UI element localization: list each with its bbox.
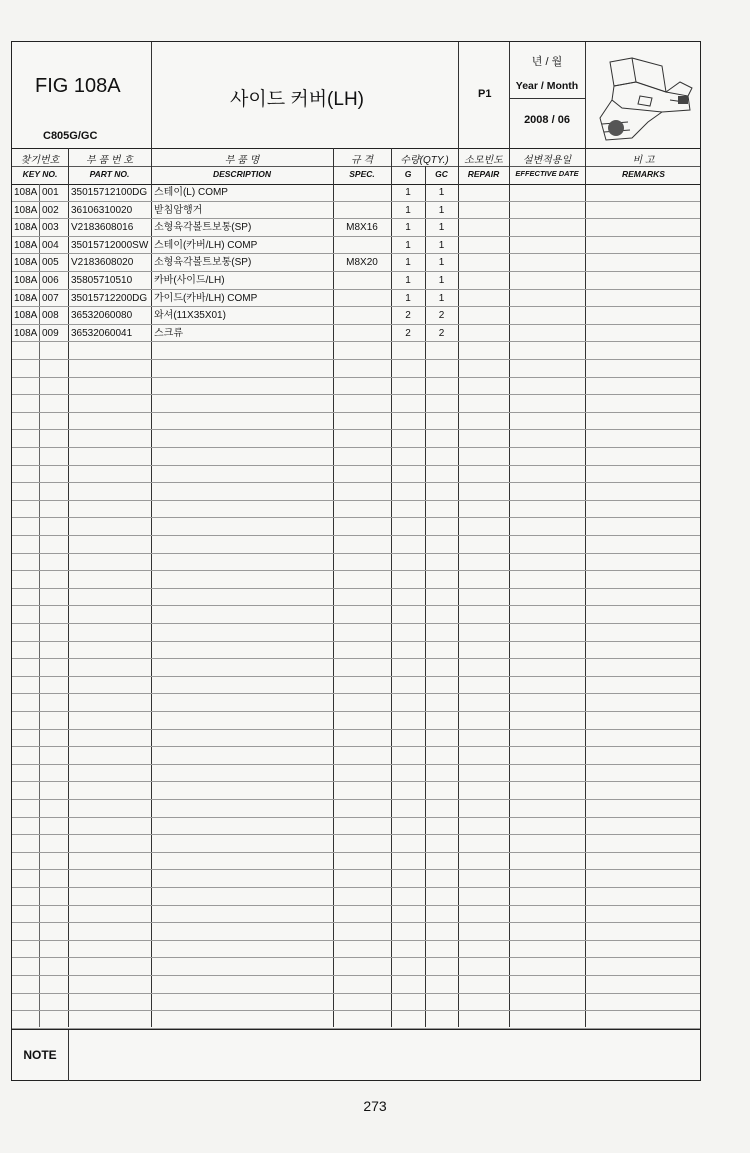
page-number: 273: [363, 1098, 387, 1114]
table-row: [12, 853, 700, 871]
table-row: [12, 395, 700, 413]
table-row: [12, 659, 700, 677]
table-row: [12, 606, 700, 624]
part-no-header-en: PART NO.: [89, 169, 130, 179]
qty-gc-cell: 1: [438, 292, 445, 304]
qty-g-cell: 2: [405, 327, 411, 339]
description-cell: 가이드(카바/LH) COMP: [154, 292, 258, 304]
key-fig-cell: 108A: [14, 204, 38, 216]
table-row: [12, 413, 700, 431]
table-row: [12, 642, 700, 660]
qty-gc-cell: 2: [438, 327, 445, 339]
table-row: [12, 430, 700, 448]
table-row: [12, 941, 700, 959]
part-no-header-ko: 부 품 번 호: [86, 155, 133, 166]
key-no-cell: 003: [42, 222, 59, 234]
year-month-ko: 년 / 월: [531, 56, 563, 68]
table-row: [12, 554, 700, 572]
spec-cell: M8X16: [346, 222, 378, 234]
effective-date-header-ko: 설변적용일: [522, 155, 572, 166]
spec-header-ko: 규 격: [350, 155, 374, 166]
spec-cell: [333, 325, 391, 342]
table-row: [12, 624, 700, 642]
table-row: [12, 483, 700, 501]
key-no-cell: 009: [42, 327, 59, 339]
part-no-cell: 35805710510: [71, 275, 133, 286]
table-row: [12, 906, 700, 924]
part-no-cell: 35015712200DG: [71, 292, 148, 304]
parts-sheet: [11, 41, 701, 1081]
qty-gc-header: GC: [435, 169, 448, 179]
description-cell: 소형육각볼트보통(SP): [154, 222, 252, 234]
description-cell: 스테이(카버/LH) COMP: [154, 239, 258, 251]
table-row: [12, 360, 700, 378]
table-row: [12, 536, 700, 554]
qty-g-cell: 1: [405, 257, 411, 269]
qty-g-cell: 1: [405, 187, 411, 198]
part-no-cell: 35015712100DG: [71, 187, 148, 198]
part-no-cell: 36532060080: [71, 310, 133, 322]
table-row: [12, 818, 700, 836]
table-row: [12, 325, 700, 343]
table-row: [12, 184, 700, 202]
qty-g-cell: 2: [405, 310, 411, 322]
page-code: P1: [478, 88, 492, 100]
effective-date-header-en: EFFECTIVE DATE: [515, 169, 579, 178]
key-fig-cell: 108A: [14, 292, 38, 304]
part-no-cell: V2183608020: [71, 257, 134, 269]
qty-g-cell: 1: [405, 204, 411, 216]
table-row: [12, 254, 700, 272]
year-month-value: 2008 / 06: [524, 114, 570, 126]
key-no-header-en: KEY NO.: [22, 169, 58, 179]
qty-gc-cell: 1: [438, 275, 445, 286]
key-no-cell: 001: [42, 187, 59, 198]
table-row: [12, 448, 700, 466]
table-row: [12, 677, 700, 695]
spec-header-en: SPEC.: [349, 169, 375, 179]
table-row: [12, 237, 700, 255]
key-fig-cell: 108A: [14, 187, 38, 198]
key-no-cell: 008: [42, 310, 59, 322]
spec-cell: [333, 237, 391, 254]
qty-gc-cell: 1: [438, 204, 445, 216]
table-row: [12, 765, 700, 783]
table-row: [12, 466, 700, 484]
table-row: [12, 378, 700, 396]
table-row: [12, 800, 700, 818]
qty-gc-cell: 2: [438, 310, 445, 322]
description-header-ko: 부 품 명: [224, 155, 260, 166]
table-row: [12, 1011, 700, 1029]
table-row: [12, 730, 700, 748]
table-row: [12, 835, 700, 853]
key-no-cell: 005: [42, 257, 59, 269]
spec-cell: [333, 184, 391, 201]
spec-cell: [333, 290, 391, 307]
qty-gc-cell: 1: [438, 239, 445, 251]
remarks-header-ko: 비 고: [632, 155, 655, 166]
qty-header-ko: 수량(QTY.): [400, 155, 449, 166]
table-row: [12, 958, 700, 976]
description-cell: 스크류: [154, 327, 183, 339]
year-month-en: Year / Month: [515, 80, 579, 92]
qty-g-cell: 1: [405, 292, 411, 304]
table-row: [12, 307, 700, 325]
table-row: [12, 518, 700, 536]
key-no-cell: 004: [42, 239, 59, 251]
qty-gc-cell: 1: [438, 222, 445, 234]
key-fig-cell: 108A: [14, 257, 38, 269]
parts-table: [12, 184, 700, 1029]
key-fig-cell: 108A: [14, 327, 38, 339]
qty-g-cell: 1: [405, 222, 411, 234]
table-row: [12, 202, 700, 220]
table-row: [12, 994, 700, 1012]
table-row: [12, 219, 700, 237]
note-label: NOTE: [23, 1048, 57, 1062]
table-row: [12, 272, 700, 290]
description-cell: 와셔(11X35X01): [154, 310, 226, 322]
key-fig-cell: 108A: [14, 310, 38, 322]
remarks-header-en: REMARKS: [622, 169, 665, 179]
table-row: [12, 976, 700, 994]
spec-cell: M8X20: [346, 257, 378, 269]
description-cell: 스테이(L) COMP: [154, 187, 228, 198]
qty-g-cell: 1: [405, 239, 411, 251]
part-no-cell: V2183608016: [71, 222, 134, 234]
qty-gc-cell: 1: [438, 257, 445, 269]
table-row: [12, 342, 700, 360]
combine-harvester-icon: [592, 52, 700, 144]
qty-g-cell: 1: [405, 275, 411, 286]
table-row: [12, 782, 700, 800]
note-section: [12, 1029, 700, 1081]
description-cell: 카바(사이드/LH): [154, 275, 225, 286]
key-no-cell: 006: [42, 275, 59, 286]
model-code: C805G/GC: [43, 130, 98, 142]
description-cell: 받침암행거: [154, 204, 203, 216]
qty-g-header: G: [404, 169, 412, 179]
spec-cell: [333, 272, 391, 289]
key-fig-cell: 108A: [14, 222, 38, 234]
repair-header-en: REPAIR: [467, 169, 500, 179]
repair-header-ko: 소모빈도: [464, 155, 503, 166]
table-row: [12, 501, 700, 519]
description-cell: 소형육각볼트보통(SP): [154, 257, 252, 269]
key-fig-cell: 108A: [14, 239, 38, 251]
key-fig-cell: 108A: [14, 275, 38, 286]
page-title: 사이드 커버(LH): [230, 89, 364, 110]
table-row: [12, 712, 700, 730]
description-header-en: DESCRIPTION: [212, 169, 272, 179]
table-row: [12, 923, 700, 941]
table-row: [12, 571, 700, 589]
key-no-cell: 007: [42, 292, 59, 304]
table-row: [12, 888, 700, 906]
table-row: [12, 290, 700, 308]
table-row: [12, 870, 700, 888]
table-row: [12, 589, 700, 607]
table-row: [12, 747, 700, 765]
spec-cell: [333, 307, 391, 324]
fig-label: FIG 108A: [35, 75, 121, 97]
key-no-header-ko: 찾기번호: [20, 155, 60, 166]
qty-gc-cell: 1: [438, 187, 445, 198]
part-no-cell: 35015712000SW: [71, 239, 149, 251]
spec-cell: [333, 202, 391, 219]
key-no-cell: 002: [42, 204, 59, 216]
table-row: [12, 694, 700, 712]
part-no-cell: 36106310020: [71, 204, 133, 216]
part-no-cell: 36532060041: [71, 327, 133, 339]
column-headers: [12, 148, 700, 185]
